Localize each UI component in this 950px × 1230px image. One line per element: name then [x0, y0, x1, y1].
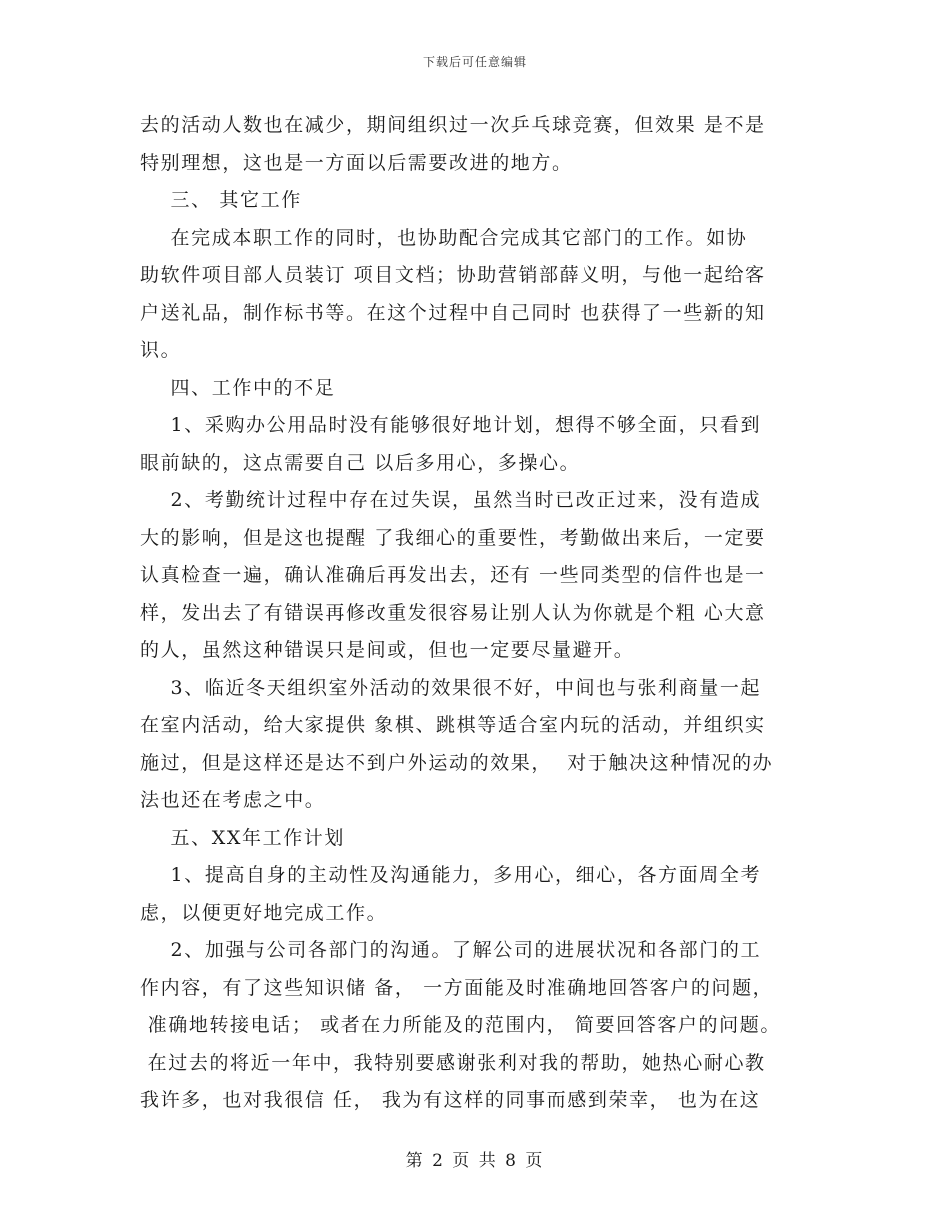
text-line: 我许多，也对我很信 任， 我为有这样的同事而感到荣幸， 也为在这: [140, 1089, 761, 1111]
text-line: 2、加强与公司各部门的沟通。了解公司的进展状况和各部门的工: [140, 939, 762, 961]
text-line: 施过，但是这样还是达不到户外运动的效果， 对于触决这种情况的办: [140, 751, 774, 774]
section-heading: 五、XX年工作计划: [140, 826, 346, 849]
text-line: 的人，虽然这种错误只是间或，但也一定要尽量避开。: [140, 639, 635, 661]
page-number: 第 2 页 共 8 页: [405, 1151, 545, 1171]
text-line: 在过去的将近一年中，我特别要感谢张利对我的帮助，她热心耐心教: [140, 1051, 766, 1074]
section-heading: 四、工作中的不足: [140, 376, 336, 399]
text-line: 虑，以便更好地完成工作。: [140, 901, 388, 924]
text-line: 在室内活动，给大家提供 象棋、跳棋等适合室内玩的活动，并组织实: [140, 714, 766, 736]
text-line: 在完成本职工作的同时，也协助配合完成其它部门的工作。如协: [140, 226, 748, 249]
text-line: 特别理想，这也是一方面以后需要改进的地方。: [140, 151, 573, 174]
page-header: 下载后可任意编辑: [422, 55, 527, 69]
text-line: 去的活动人数也在减少，期间组织过一次乒乓球竞赛，但效果 是不是: [140, 114, 766, 136]
text-line: 样，发出去了有错误再修改重发很容易让别人认为你就是个粗 心大意: [140, 601, 766, 624]
text-line: 3、临近冬天组织室外活动的效果很不好，中间也与张利商量一起: [140, 676, 762, 699]
text-line: 户送礼品，制作标书等。在这个过程中自己同时 也获得了一些新的知: [140, 301, 766, 324]
text-line: 1、采购办公用品时没有能够很好地计划，想得不够全面，只看到: [140, 414, 762, 436]
text-line: 识。: [140, 339, 182, 361]
text-line: 认真检查一遍，确认准确后再发出去，还有 一些同类型的信件也是一: [140, 564, 766, 586]
document-body: [140, 107, 820, 1120]
text-line: 眼前缺的，这点需要自己 以后多用心，多操心。: [140, 451, 581, 474]
text-line: 法也还在考虑之中。: [140, 789, 326, 811]
text-line: 准确地转接电话； 或者在力所能及的范围内， 简要回答客户的问题。: [140, 1014, 781, 1036]
text-line: 1、提高自身的主动性及沟通能力，多用心，细心，各方面周全考: [140, 864, 762, 886]
text-line: 作内容，有了这些知识储 备， 一方面能及时准确地回答客户的问题，: [140, 976, 774, 999]
text-line: 助软件项目部人员装订 项目文档；协助营销部薛义明，与他一起给客: [140, 264, 766, 286]
text-line: 2、考勤统计过程中存在过失误，虽然当时已改正过来，没有造成: [140, 489, 762, 511]
section-heading: 三、 其它工作: [140, 189, 302, 211]
text-line: 大的影响，但是这也提醒 了我细心的重要性，考勤做出来后，一定要: [140, 526, 766, 549]
